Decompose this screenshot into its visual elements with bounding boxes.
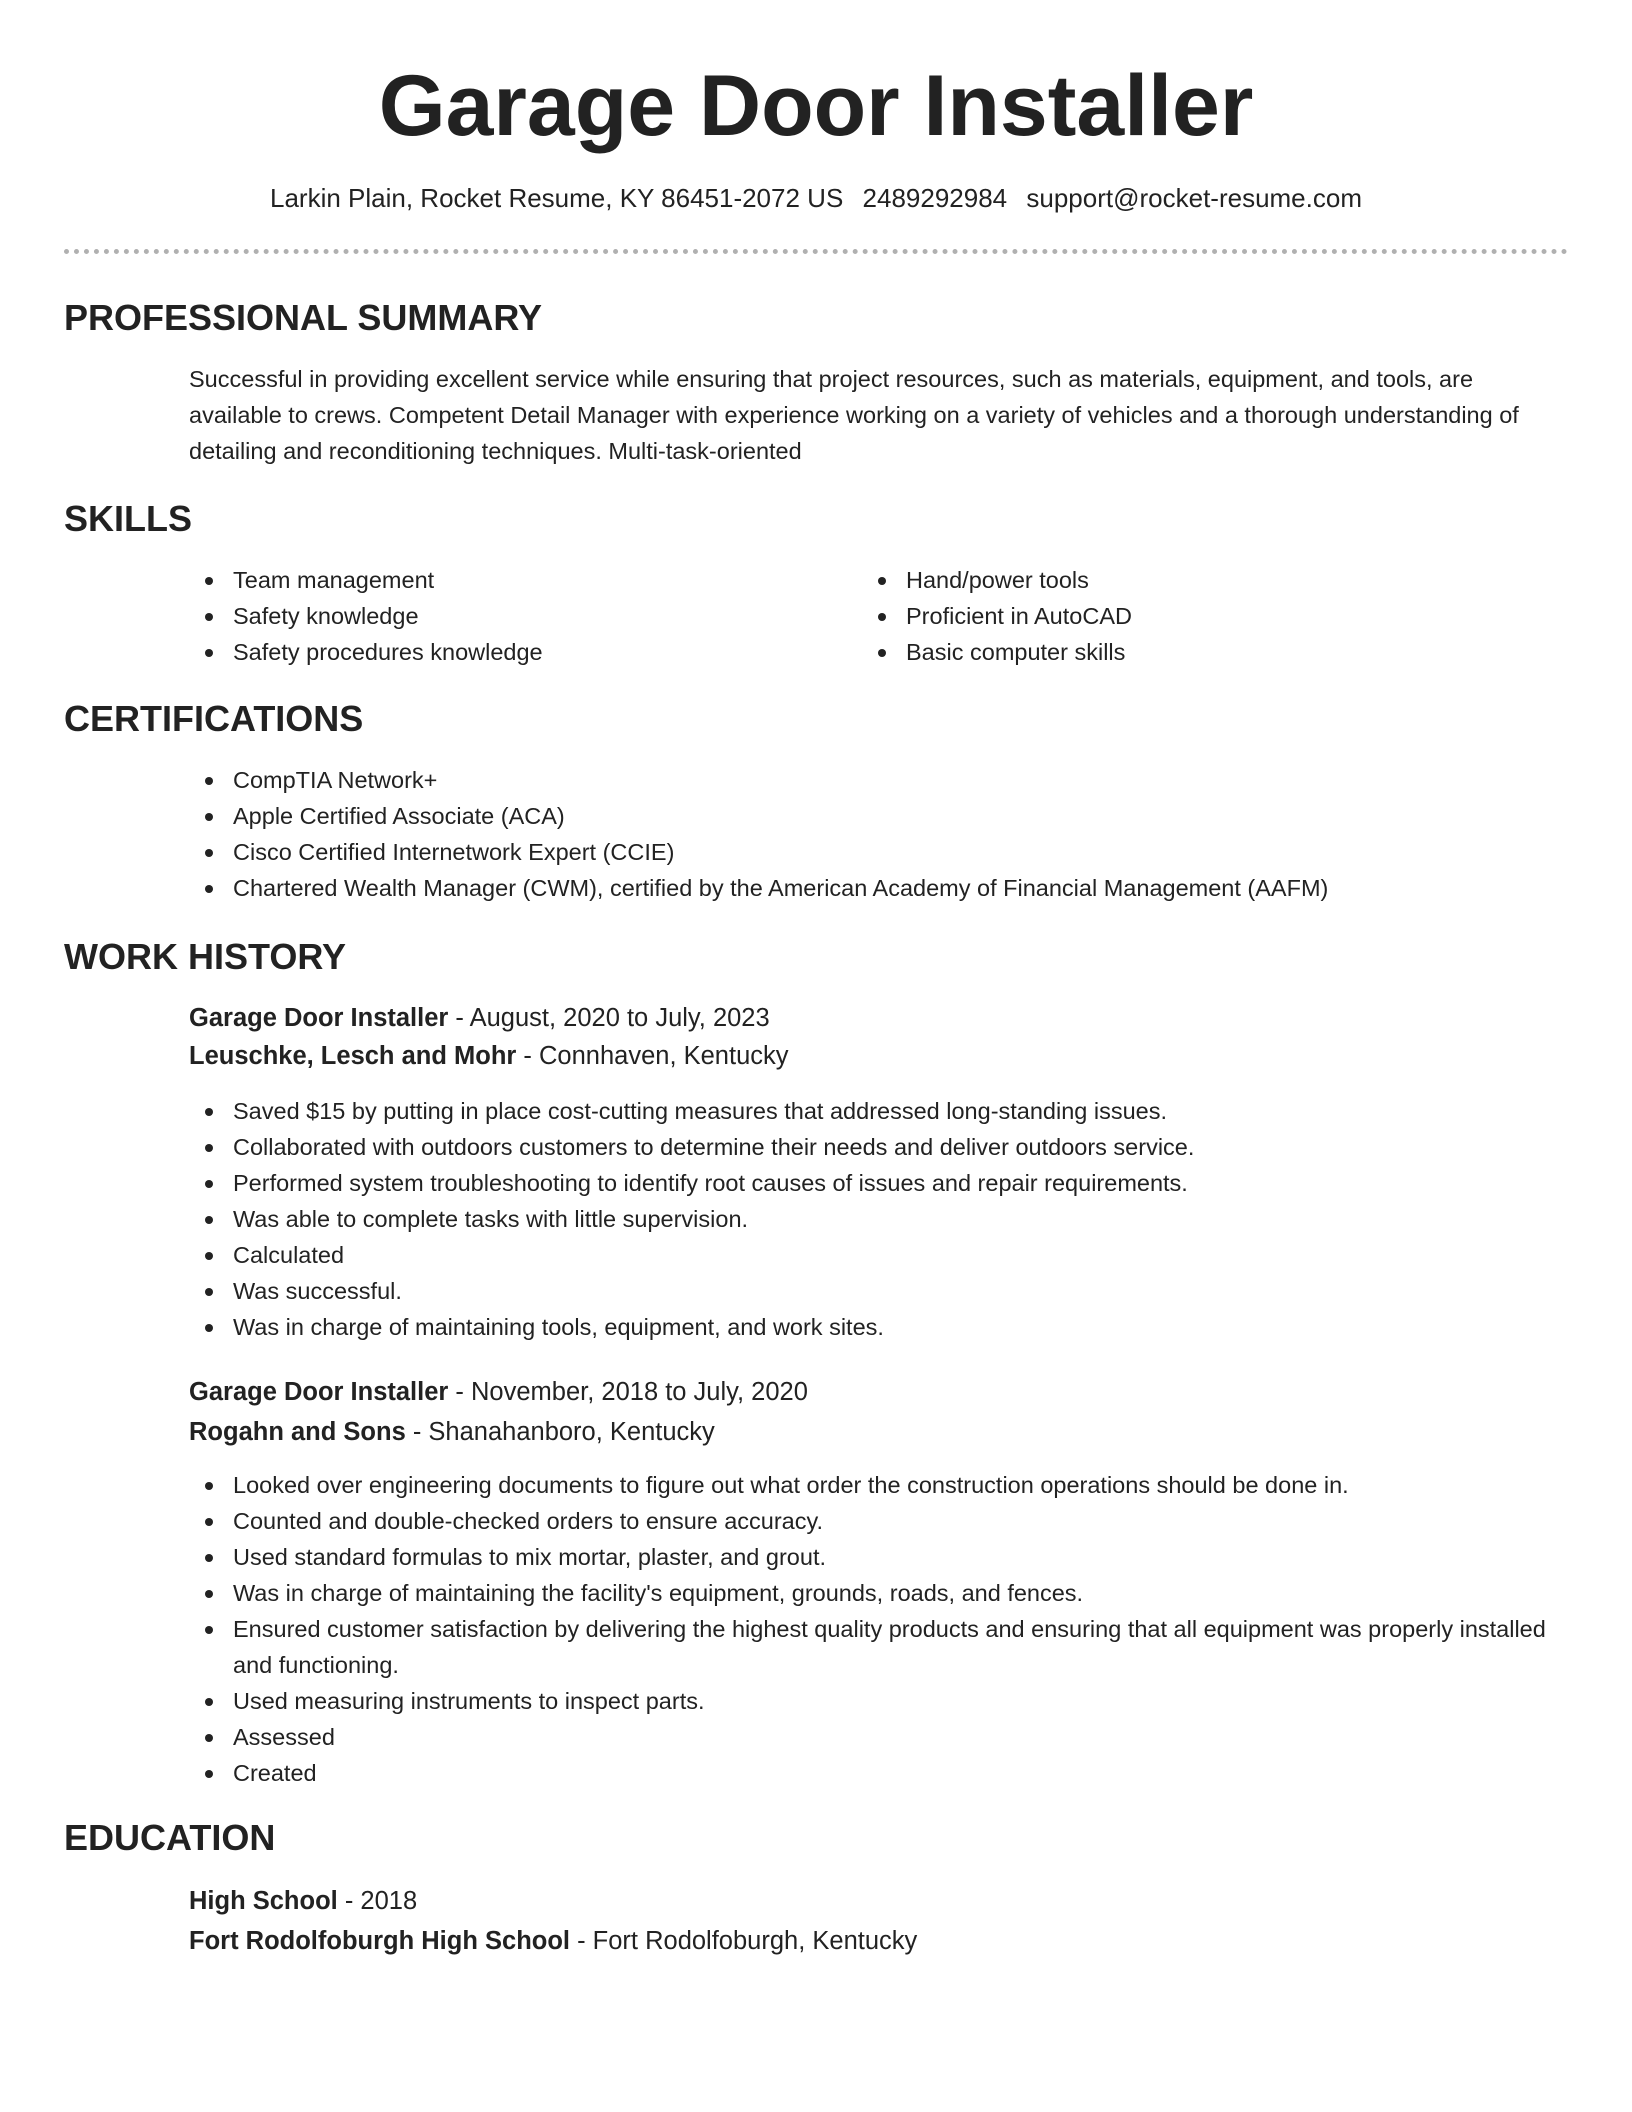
skills-list-right xyxy=(862,562,1502,670)
education-school-line xyxy=(189,1923,917,1959)
list-item: Created xyxy=(189,1755,1569,1791)
company-location: - Shanahanboro, Kentucky xyxy=(405,1418,715,1446)
job-2-title-line xyxy=(189,1374,808,1410)
section-title-summary: PROFESSIONAL SUMMARY xyxy=(64,297,543,338)
list-item: Calculated xyxy=(189,1237,1569,1273)
list-item: Performed system troubleshooting to identify root causes of issues and repair requirements. xyxy=(189,1165,1569,1201)
list-item: CompTIA Network+ xyxy=(189,762,1569,798)
list-item: Used standard formulas to mix mortar, plaster, and grout. xyxy=(189,1539,1569,1575)
list-item: Was in charge of maintaining the facility's equipment, grounds, roads, and fences. xyxy=(189,1575,1569,1611)
list-item: Was successful. xyxy=(189,1273,1569,1309)
company-location: - Connhaven, Kentucky xyxy=(516,1042,789,1070)
contact-line xyxy=(0,180,1632,216)
job-dates: - November, 2018 to July, 2020 xyxy=(448,1378,808,1406)
contact-address: Larkin Plain, Rocket Resume, KY 86451-2072 US xyxy=(270,183,844,213)
section-title-education: EDUCATION xyxy=(64,1817,276,1858)
skills-list-left xyxy=(189,562,829,670)
job-2-bullets xyxy=(189,1467,1569,1791)
education-degree-line xyxy=(189,1883,417,1919)
contact-email: support@rocket-resume.com xyxy=(1026,183,1362,213)
list-item: Collaborated with outdoors customers to determine their needs and deliver outdoors service. xyxy=(189,1129,1569,1165)
list-item: Apple Certified Associate (ACA) xyxy=(189,798,1569,834)
list-item: Saved $15 by putting in place cost-cutting measures that addressed long-standing issues. xyxy=(189,1093,1569,1129)
job-1-title-line xyxy=(189,1000,770,1036)
company-name: Rogahn and Sons xyxy=(189,1418,406,1446)
job-title: Garage Door Installer xyxy=(189,1378,449,1406)
section-title-skills: SKILLS xyxy=(64,498,193,539)
list-item: Chartered Wealth Manager (CWM), certified by the American Academy of Financial Management (AAFM) xyxy=(189,870,1569,906)
summary-text: Successful in providing excellent service while ensuring that project resources, such as materials, equipment, and tools, are available to crews. Competent Detail Manager with experience working on a variety of vehicles and a thorough understanding of detailing and reconditioning techniques. Multi-task-oriented xyxy=(189,366,1519,464)
education-degree: High School xyxy=(189,1887,338,1915)
list-item: Counted and double-checked orders to ensure accuracy. xyxy=(189,1503,1569,1539)
list-item: Hand/power tools xyxy=(862,562,1502,598)
job-2-company-line xyxy=(189,1414,715,1450)
contact-phone: 2489292984 xyxy=(862,183,1008,213)
education-year: - 2018 xyxy=(337,1887,418,1915)
candidate-name: Garage Door Installer xyxy=(378,58,1254,154)
job-title: Garage Door Installer xyxy=(189,1004,449,1032)
list-item: Assessed xyxy=(189,1719,1569,1755)
list-item: Was able to complete tasks with little supervision. xyxy=(189,1201,1569,1237)
company-name: Leuschke, Lesch and Mohr xyxy=(189,1042,517,1070)
list-item: Safety knowledge xyxy=(189,598,829,634)
job-1-bullets xyxy=(189,1093,1569,1345)
list-item: Used measuring instruments to inspect parts. xyxy=(189,1683,1569,1719)
job-dates: - August, 2020 to July, 2023 xyxy=(448,1004,770,1032)
job-1-company-line xyxy=(189,1038,789,1074)
header-divider xyxy=(64,249,1568,254)
list-item: Cisco Certified Internetwork Expert (CCIE) xyxy=(189,834,1569,870)
section-title-work-history: WORK HISTORY xyxy=(64,936,347,977)
list-item: Safety procedures knowledge xyxy=(189,634,829,670)
list-item: Basic computer skills xyxy=(862,634,1502,670)
list-item: Ensured customer satisfaction by delivering the highest quality products and ensuring that all equipment was properly installed and functioning. xyxy=(189,1611,1569,1683)
list-item: Looked over engineering documents to figure out what order the construction operations should be done in. xyxy=(189,1467,1569,1503)
list-item: Was in charge of maintaining tools, equipment, and work sites. xyxy=(189,1309,1569,1345)
section-title-certifications: CERTIFICATIONS xyxy=(64,698,364,739)
school-name: Fort Rodolfoburgh High School xyxy=(189,1927,571,1955)
school-location: - Fort Rodolfoburgh, Kentucky xyxy=(570,1927,918,1955)
list-item: Proficient in AutoCAD xyxy=(862,598,1502,634)
certifications-list xyxy=(189,762,1569,906)
list-item: Team management xyxy=(189,562,829,598)
